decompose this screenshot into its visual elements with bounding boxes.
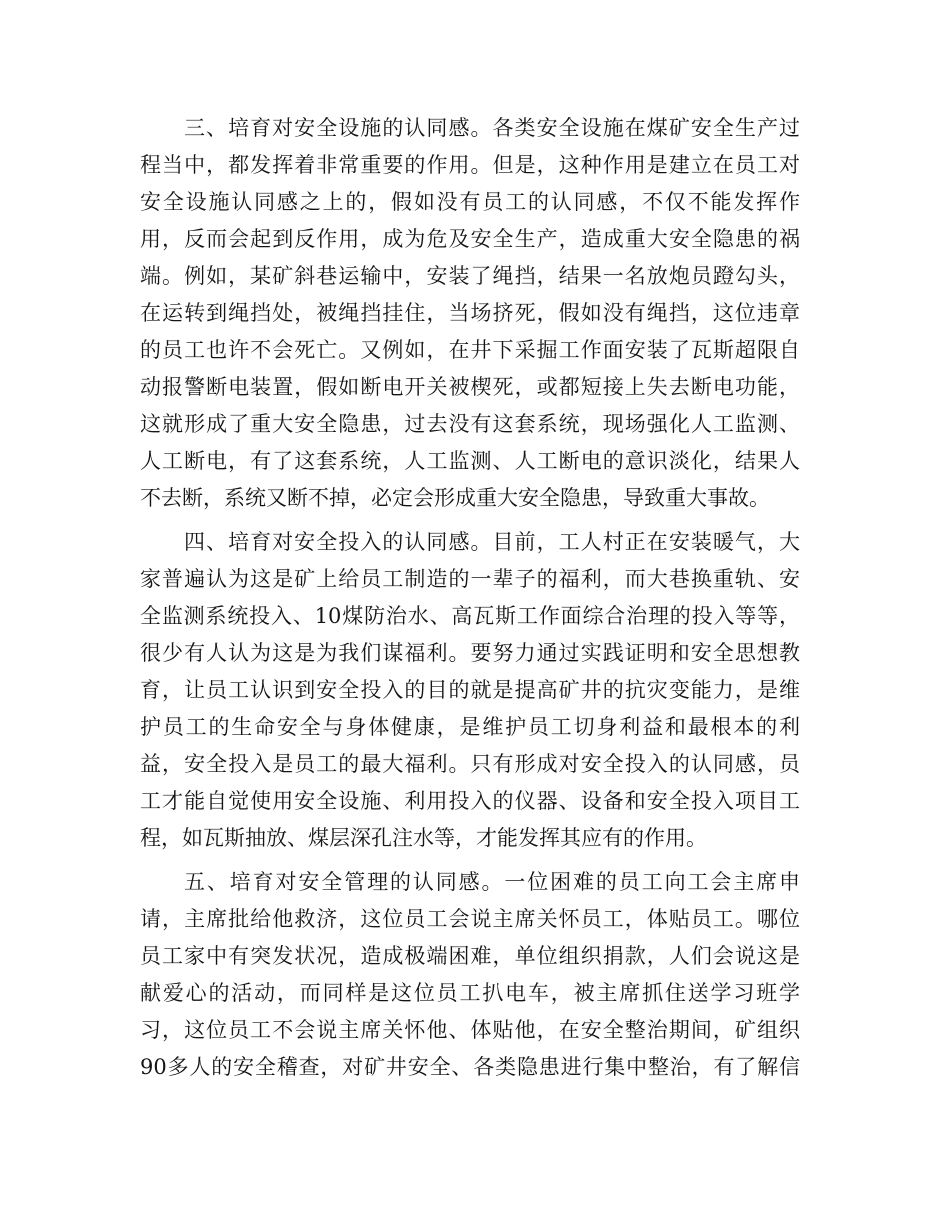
text-line: 程，如瓦斯抽放、煤层深孔注水等，才能发挥其应有的作用。: [140, 826, 707, 850]
text-line: 家普遍认为这是矿上给员工制造的一辈子的福利，而大巷换重轨、安: [140, 567, 800, 591]
text-line: 育，让员工认识到安全投入的目的就是提高矿井的抗灾变能力，是维: [140, 678, 800, 702]
text-line: 端。例如，某矿斜巷运输中，安装了绳挡，结果一名放炮员蹬勾头，: [140, 264, 800, 288]
text-line: 安全设施认同感之上的，假如没有员工的认同感，不仅不能发挥作: [140, 190, 800, 214]
text-line: 在运转到绳挡处，被绳挡挂住，当场挤死，假如没有绳挡，这位违章: [140, 301, 800, 325]
text-line: 很少有人认为这是为我们谋福利。要努力通过实践证明和安全思想教: [140, 641, 800, 665]
text-line: 这就形成了重大安全隐患，过去没有这套系统，现场强化人工监测、: [140, 412, 800, 436]
text-line: 工才能自觉使用安全设施、利用投入的仪器、设备和安全投入项目工: [140, 789, 800, 813]
text-line: 90多人的安全稽查，对矿井安全、各类隐患进行集中整治，有了解信: [140, 1055, 800, 1079]
text-line: 动报警断电装置，假如断电开关被楔死，或都短接上失去断电功能，: [140, 375, 800, 399]
text-line: 三、培育对安全设施的认同感。各类安全设施在煤矿安全生产过: [184, 116, 800, 140]
text-line: 的员工也许不会死亡。又例如，在井下采掘工作面安装了瓦斯超限自: [140, 338, 800, 362]
text-line: 护员工的生命安全与身体健康，是维护员工切身利益和最根本的利: [140, 715, 800, 739]
text-line: 程当中，都发挥着非常重要的作用。但是，这种作用是建立在员工对: [140, 153, 800, 177]
text-line: 献爱心的活动，而同样是这位员工扒电车，被主席抓住送学习班学: [140, 981, 800, 1005]
text-line: 不去断，系统又断不掉，必定会形成重大安全隐患，导致重大事故。: [140, 486, 770, 510]
text-line: 全监测系统投入、10煤防治水、高瓦斯工作面综合治理的投入等等，: [140, 604, 800, 628]
text-line: 四、培育对安全投入的认同感。目前，工人村正在安装暖气，大: [184, 530, 800, 554]
text-line: 益，安全投入是员工的最大福利。只有形成对安全投入的认同感，员: [140, 752, 800, 776]
text-line: 五、培育对安全管理的认同感。一位困难的员工向工会主席申: [184, 870, 800, 894]
text-line: 用，反而会起到反作用，成为危及安全生产，造成重大安全隐患的祸: [140, 227, 800, 251]
text-line: 人工断电，有了这套系统，人工监测、人工断电的意识淡化，结果人: [140, 449, 800, 473]
text-line: 请，主席批给他救济，这位员工会说主席关怀员工，体贴员工。哪位: [140, 907, 800, 931]
text-line: 员工家中有突发状况，造成极端困难，单位组织捐款，人们会说这是: [140, 944, 800, 968]
text-line: 习，这位员工不会说主席关怀他、体贴他，在安全整治期间，矿组织: [140, 1018, 800, 1042]
